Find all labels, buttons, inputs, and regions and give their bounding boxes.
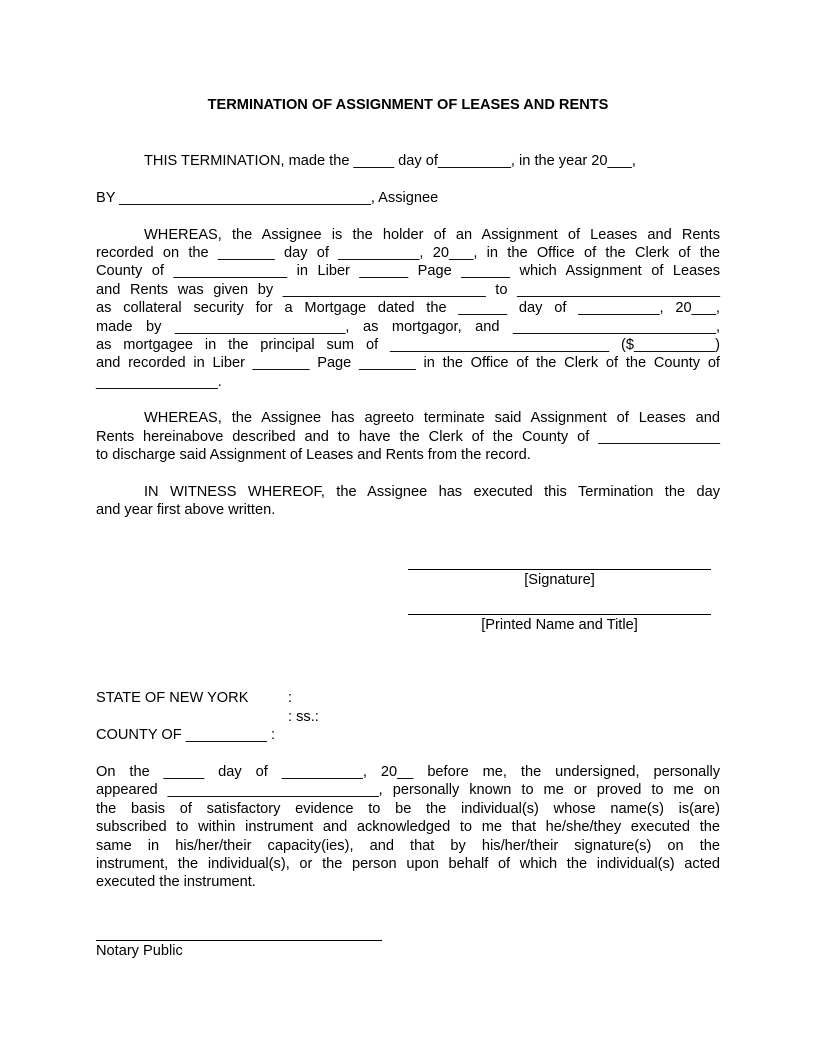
whereas1-line-5: as collateral security for a Mortgage dated the ______ day of __________, 20___,: [96, 300, 720, 316]
venue-county: COUNTY OF __________ :: [96, 727, 276, 743]
printed-name-line: [408, 614, 711, 615]
whereas1-line-6: made by _____________________, as mortgagor, and _________________________,: [96, 319, 720, 335]
ack-line-4: subscribed to within instrument and acknowledged to me that he/she/they executed the: [96, 819, 720, 835]
assignee-by-line: BY _______________________________, Assignee: [96, 190, 439, 206]
document-title: TERMINATION OF ASSIGNMENT OF LEASES AND RENTS: [207, 97, 609, 113]
signature-line: [408, 569, 711, 570]
printed-name-label: [Printed Name and Title]: [481, 617, 638, 633]
whereas1-line-9: _______________.: [96, 374, 222, 390]
ack-line-7: executed the instrument.: [96, 874, 256, 890]
venue-state: STATE OF NEW YORK: [96, 690, 249, 706]
ack-line-3: the basis of satisfactory evidence to be the individual(s) whose name(s) is(are): [96, 801, 720, 817]
whereas1-line-1: WHEREAS, the Assignee is the holder of an Assignment of Leases and Rents: [144, 227, 720, 243]
whereas1-line-2: recorded on the _______ day of __________, 20___, in the Office of the Clerk of the: [96, 245, 720, 261]
witness-line-2: and year first above written.: [96, 502, 276, 518]
whereas1-line-3: County of ______________ in Liber ______ Page ______ which Assignment of Leases: [96, 263, 720, 279]
whereas1-line-4: and Rents was given by _________________________ to _________________________: [96, 282, 720, 298]
venue-ss: : ss.:: [288, 709, 319, 725]
intro-line: THIS TERMINATION, made the _____ day of_________, in the year 20___,: [144, 153, 636, 169]
whereas1-line-7: as mortgagee in the principal sum of ___________________________ ($__________): [96, 337, 720, 353]
ack-line-6: instrument, the individual(s), or the person upon behalf of which the individual(s) acted: [96, 856, 720, 872]
ack-line-2: appeared __________________________, personally known to me or proved to me on: [96, 782, 720, 798]
notary-signature-line: [96, 940, 382, 941]
witness-line-1: IN WITNESS WHEREOF, the Assignee has executed this Termination the day: [144, 484, 720, 500]
whereas2-line-3: to discharge said Assignment of Leases and Rents from the record.: [96, 447, 531, 463]
whereas1-line-8: and recorded in Liber _______ Page _______ in the Office of the Clerk of the County of: [96, 355, 720, 371]
whereas2-line-2: Rents hereinabove described and to have the Clerk of the County of _______________: [96, 429, 720, 445]
whereas2-line-1: WHEREAS, the Assignee has agreeto terminate said Assignment of Leases and: [144, 410, 720, 426]
signature-label: [Signature]: [524, 572, 595, 588]
ack-line-5: same in his/her/their capacity(ies), and that by his/her/their signature(s) on the: [96, 838, 720, 854]
venue-colon: :: [288, 690, 293, 706]
ack-line-1: On the _____ day of __________, 20__ before me, the undersigned, personally: [96, 764, 720, 780]
notary-label: Notary Public: [96, 943, 183, 959]
